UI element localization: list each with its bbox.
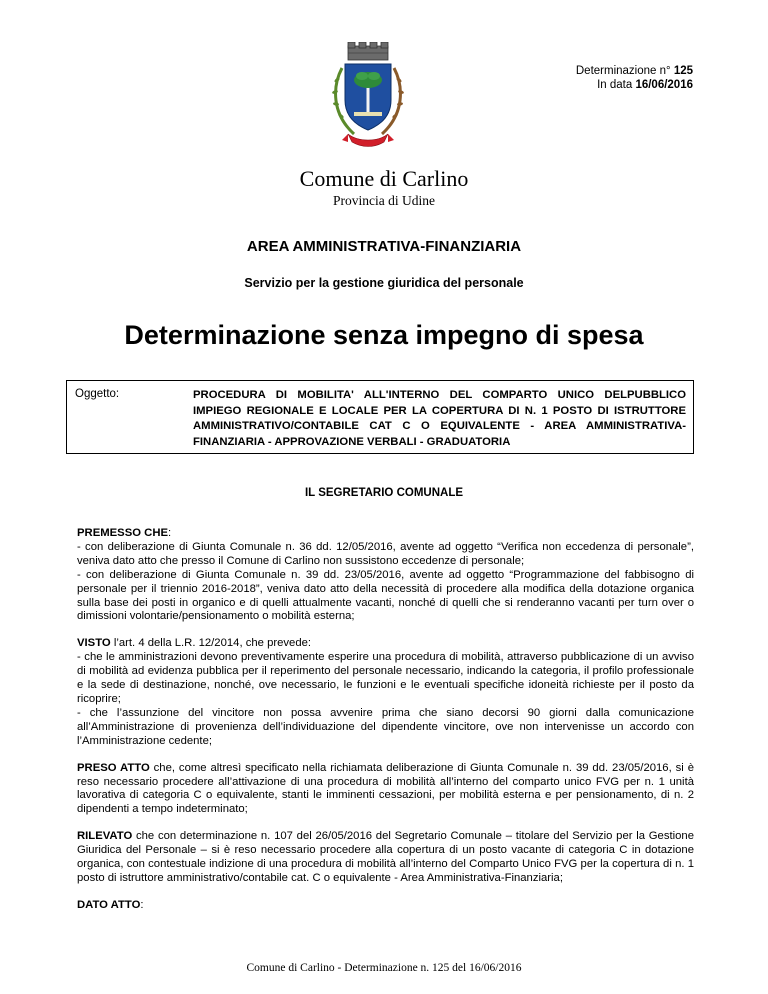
dato-atto-paragraph	[77, 899, 694, 913]
municipality-name: Comune di Carlino	[299, 166, 469, 191]
service-title: Servizio per la gestione giuridica del personale	[244, 276, 524, 290]
premesso-item-2: - con deliberazione di Giunta Comunale n. 39 dd. 23/05/2016, avente ad oggetto “Programmazione del fabbisogno di personale per il triennio 2016-2018”, veniva dato atto della necessità di procedere alla modifica della dotazione organica sulla base dei posti in organico e di quelli attualmente vacanti, nonché di quelli che si renderanno vacanti per turn over o dimissioni volontarie/pensionamento o mobilità esterna;	[77, 568, 694, 623]
subject-box	[66, 380, 694, 454]
signer-title: IL SEGRETARIO COMUNALE	[304, 487, 464, 499]
rilevato-paragraph	[77, 830, 694, 886]
determination-date-line	[576, 78, 693, 92]
premesso-item-1: - con deliberazione di Giunta Comunale n. 36 dd. 12/05/2016, avente ad oggetto “Verifica non eccedenza di personale”, veniva dato atto che presso il Comune di Carlino non sussistono eccedenze di personale;	[77, 540, 694, 567]
preso-atto-paragraph	[77, 762, 694, 818]
premesso-heading: PREMESSO CHE	[77, 527, 169, 539]
determination-date-label: In data	[597, 79, 633, 91]
visto-item-1: - che le amministrazioni devono preventivamente esperire una procedura di mobilità, attraverso pubblicazione di un avviso di mobilità ad evidenza pubblica per il reperimento del personale necessario, indicando la categoria, il profilo professionale e la sede di destinazione, nonché, ove necessario, le funzioni e le eventuali specifiche idoneità richieste per il posto da ricoprire;	[77, 651, 694, 705]
visto-heading-line	[77, 637, 694, 651]
document-type-title: Determinazione senza impegno di spesa	[124, 320, 644, 350]
preso-atto-heading: PRESO ATTO	[77, 761, 150, 774]
area-title: AREA AMMINISTRATIVA-FINANZIARIA	[246, 238, 522, 255]
premesso-paragraph	[77, 527, 694, 624]
visto-paragraph	[77, 637, 694, 748]
dato-atto-colon: :	[140, 898, 144, 911]
rilevato-heading: RILEVATO	[77, 830, 133, 843]
visto-item-2: - che l’assunzione del vincitore non possa avvenire prima che siano decorsi 90 giorni dalla comunicazione all’Amministrazione di provenienza dell’individuazione del dipendente vincitore, ove non intervenisse un accordo con l’Amministrazione cedente;	[77, 706, 694, 747]
determination-number: 125	[673, 65, 693, 77]
determination-reference	[576, 64, 693, 92]
visto-intro: l’art. 4 della L.R. 12/2014, che prevede:	[110, 637, 312, 650]
coat-of-arms-logo	[318, 42, 418, 150]
premesso-heading-line	[77, 527, 694, 541]
determination-number-label: Determinazione n°	[575, 65, 671, 77]
determination-number-line	[576, 64, 693, 78]
document-body	[77, 527, 694, 926]
province-name: Provincia di Udine	[333, 193, 435, 208]
dato-atto-heading: DATO ATTO	[77, 898, 141, 911]
preso-atto-text: che, come altresì specificato nella richiamata deliberazione di Giunta Comunale n. 39 dd. 23/05/2016, si è reso necessario procedere all’attivazione di una procedura di mobilità all’interno del comparto unico FVG per n. 1 unità lavorativa di categoria C o equivalente, stanti le imminenti cessazioni, per mobilità esterna e per pensionamento, di n. 2 dipendenti a tempo indeterminato;	[77, 761, 694, 816]
subject-label: Oggetto:	[75, 388, 120, 400]
page-footer: Comune di Carlino - Determinazione n. 125 del 16/06/2016	[246, 962, 522, 974]
determination-date: 16/06/2016	[635, 79, 693, 91]
visto-heading: VISTO	[77, 637, 111, 650]
rilevato-text: che con determinazione n. 107 del 26/05/2016 del Segretario Comunale – titolare del Servizio per la Gestione Giuridica del Personale – si è reso necessario procedere alla copertura di un posto vacante di categoria C in dotazione organica, con contestuale indizione di una procedura di mobilità all’interno del Comparto Unico FVG per la copertura di n. 1 posto di istruttore amministrativo/contabile cat. C o equivalente - Area Amministrativa-Finanziaria;	[77, 830, 694, 884]
premesso-colon: :	[168, 527, 172, 539]
subject-text: PROCEDURA DI MOBILITA' ALL'INTERNO DEL COMPARTO UNICO DELPUBBLICO IMPIEGO REGIONALE E LOCALE PER LA COPERTURA DI N. 1 POSTO DI ISTRUTTORE AMMINISTRATIVO/CONTABILE CAT C O EQUIVALENTE - AREA AMMINISTRATIVA-FINANZIARIA - APPROVAZIONE VERBALI - GRADUATORIA	[193, 389, 686, 448]
